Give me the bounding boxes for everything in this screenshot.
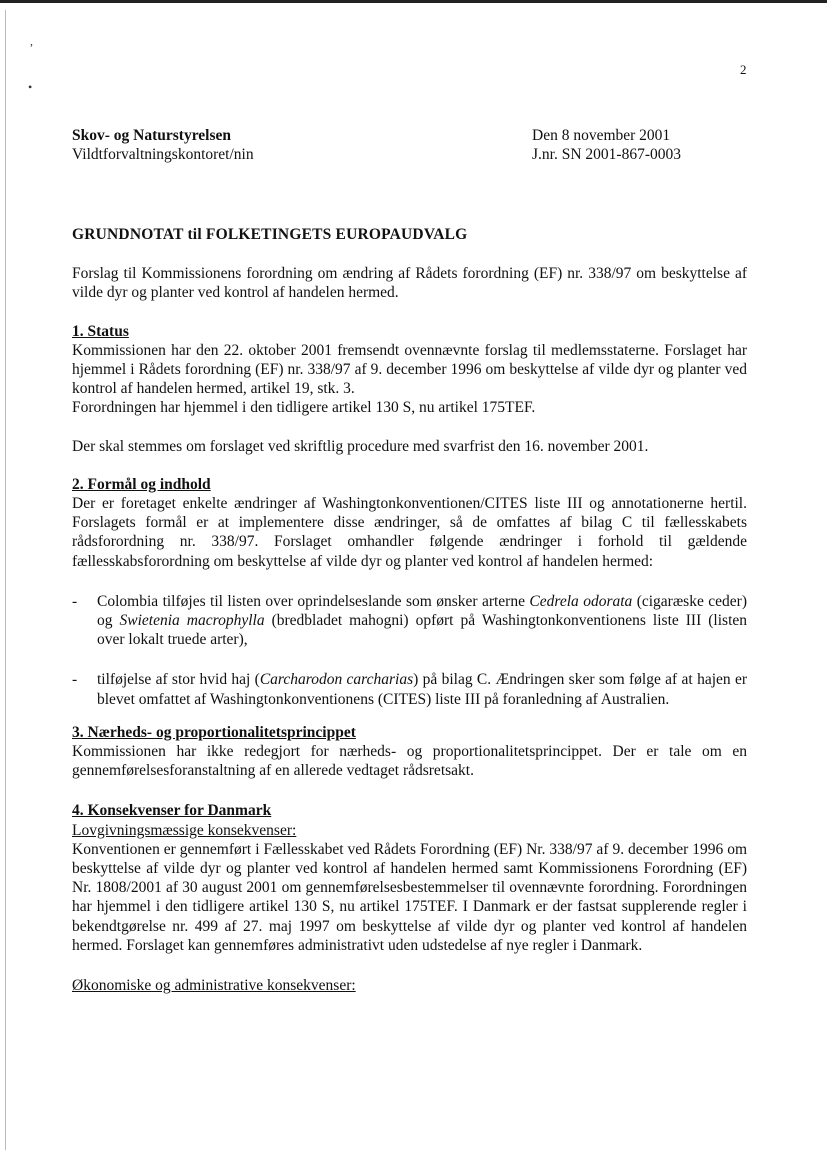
journal-number: J.nr. SN 2001-867-0003 [532,146,681,164]
list-item [72,592,747,650]
species-name: Cedrela odorata [529,592,633,610]
document-body [72,225,747,995]
agency-name: Skov- og Naturstyrelsen [72,127,232,144]
document-title: GRUNDNOTAT til FOLKETINGETS EUROPAUDVALG [72,226,468,243]
section-heading-subsidiarity: 3. Nærheds- og proportionalitetsprincippet [72,723,356,741]
consequences-paragraph: Konventionen er gennemført i Fællesskabet ved Rådets Forordning (EF) Nr. 338/97 af 9. december 1996 om beskyttelse af vilde dyr og planter ved kontrol af handelen hermed samt Kommissionens Forordning (EF) Nr. 1808/2001 af 30 august 2001 om gennemførelsesbestemmelser til ovennævnte forordning. Forordningen har hjemmel i den tidligere artikel 130 S, nu artikel 175TEF. I Danmark er der fastsat supplerende regler i bekendtgørelse nr. 499 af 27. maj 1997 om beskyttelse af vilde dyr og planter ved kontrol af handelen hermed. Forslaget kan gennemføres administrativt uden udstedelse af nye regler i Danmark. [72,840,747,954]
header-reference [532,126,772,164]
list-item-text: (bredbladet mahogni) opført på Washingtonkonventionens liste III (listen over lokalt truede arter), [97,612,747,649]
intro-paragraph: Forslag til Kommissionens forordning om ændring af Rådets forordning (EF) nr. 338/97 om beskyttelse af vilde dyr og planter ved kontrol af handelen hermed. [72,265,747,302]
section-heading-purpose: 2. Formål og indhold [72,475,211,493]
list-item-text: ) på bilag C. Ændringen sker som følge af at hajen er blevet omfattet af Washingtonkonventionens (CITES) liste III på foranledning af Australien. [97,671,748,708]
status-paragraph: Forordningen har hjemmel i den tidligere artikel 130 S, nu artikel 175TEF. [72,399,536,417]
subheading-economic: Økonomiske og administrative konsekvenser: [72,977,356,995]
status-paragraph: Der skal stemmes om forslaget ved skriftlig procedure med svarfrist den 16. november 2001. [72,437,649,455]
scan-speck: , [30,34,33,48]
scan-border-top [0,0,827,3]
office-name: Vildtforvaltningskontoret/nin [72,146,254,164]
section-heading-status: 1. Status [72,322,129,340]
purpose-paragraph: Der er foretaget enkelte ændringer af Washingtonkonventionen/CITES liste III og annotationerne hertil. Forslagets formål er at implementere disse ændringer, så de omfattes af bilag C til fællesskabets rådsforordning nr. 338/97. Forslaget omhandler følgende ændringer i forhold til gældende fællesskabsforordning om beskyttelse af vilde dyr og planter ved kontrol af handelen hermed: [72,495,747,570]
species-name: Carcharodon carcharias [259,671,414,689]
list-bullet: - [72,671,78,689]
list-item-text: tilføjelse af stor hvid haj ( [97,671,260,689]
header-sender [72,126,432,164]
status-paragraph: Kommissionen har den 22. oktober 2001 fremsendt ovennævnte forslag til medlemsstaterne. Forslaget har hjemmel i Rådets forordning (EF) nr. 338/97 af 9. december 1996 om beskyttelse af vilde dyr og planter ved kontrol af handelen hermed, artikel 19, stk. 3. [72,341,747,398]
list-item-text: Colombia tilføjes til listen over oprindelseslande som ønsker arterne [97,592,530,610]
list-bullet: - [72,592,78,610]
page-number: 2 [740,62,747,77]
list-item [72,670,747,708]
list-item-text: (cigaræske ceder) og [97,592,747,630]
subsidiarity-paragraph: Kommissionen har ikke redegjort for nærheds- og proportionalitetsprincippet. Der er tale om en gennemførelsesforanstaltning af en allerede vedtaget rådsretsakt. [72,743,747,780]
subheading-legislative: Lovgivningsmæssige konsekvenser: [72,821,297,839]
document-date: Den 8 november 2001 [532,127,671,144]
scan-speck: • [28,80,33,94]
section-heading-consequences: 4. Konsekvenser for Danmark [72,802,272,820]
species-name: Swietenia macrophylla [119,612,265,630]
scan-border-left [5,10,6,1150]
